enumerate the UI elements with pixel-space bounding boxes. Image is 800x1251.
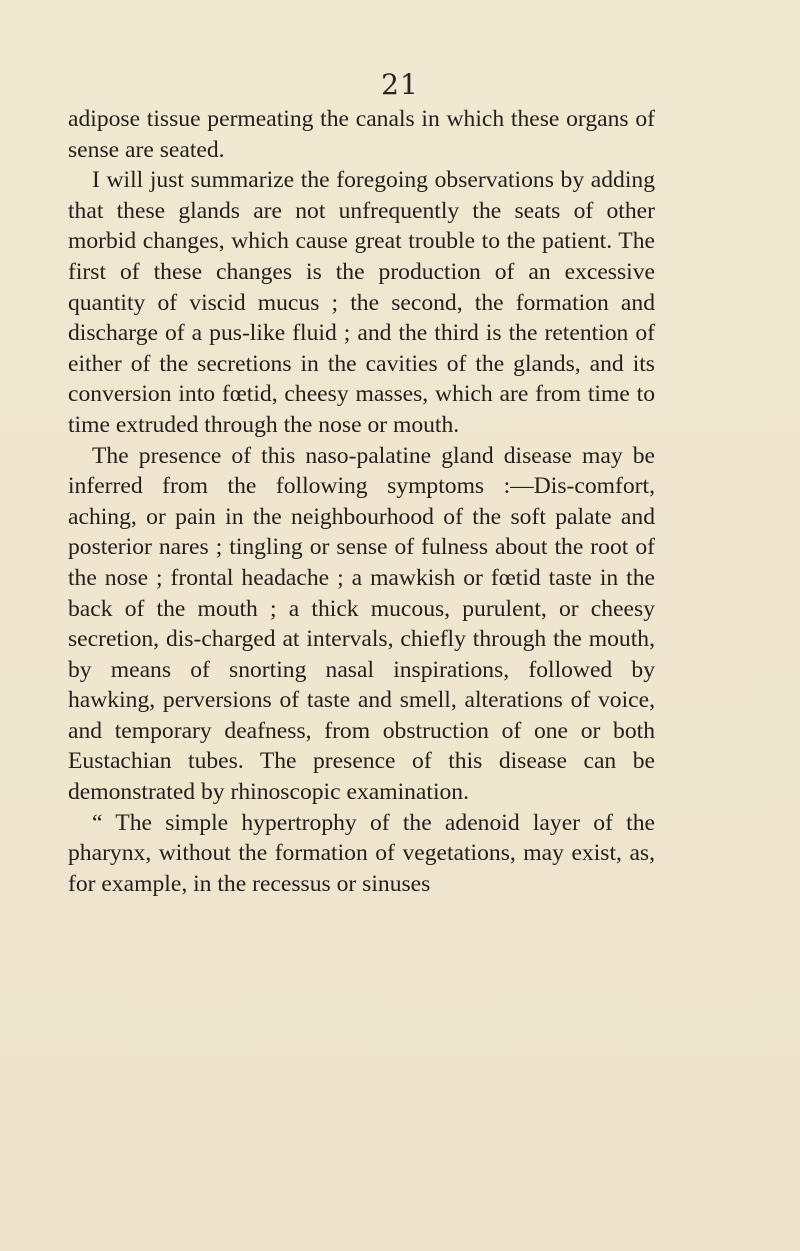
paragraph-4: “ The simple hypertrophy of the adenoid layer of the pharynx, without the formation of vegetations, may exist, as, for example, in the recessus or sinuses (68, 809, 655, 897)
page-number: 21 (381, 68, 419, 101)
paragraph-1: adipose tissue permeating the canals in which these organs of sense are seated. (68, 106, 655, 163)
paragraph-2: I will just summarize the foregoing observations by adding that these glands are not unfrequently the seats of other morbid changes, which cause great trouble to the patient. The first of these changes is the production of an excessive quantity of viscid mucus ; the second, the formation and discharge of a pus-like fluid ; and the third is the retention of either of the secretions in the cavities of the glands, and its conversion into fœtid, cheesy masses, which are from time to time extruded through the nose or mouth. (68, 167, 655, 438)
paragraph-3: The presence of this naso-palatine gland disease may be inferred from the following symptoms :—Dis-comfort, aching, or pain in the neighbourhood of the soft palate and posterior nares ; tingling or sense of fulness about the root of the nose ; frontal headache ; a mawkish or fœtid taste in the back of the mouth ; a thick mucous, purulent, or cheesy secretion, dis-charged at intervals, chiefly through the mouth, by means of snorting nasal inspirations, followed by hawking, perversions of taste and smell, alterations of voice, and temporary deafness, from obstruction of one or both Eustachian tubes. The presence of this disease can be demonstrated by rhinoscopic examination. (68, 442, 655, 806)
body-text (68, 104, 655, 899)
